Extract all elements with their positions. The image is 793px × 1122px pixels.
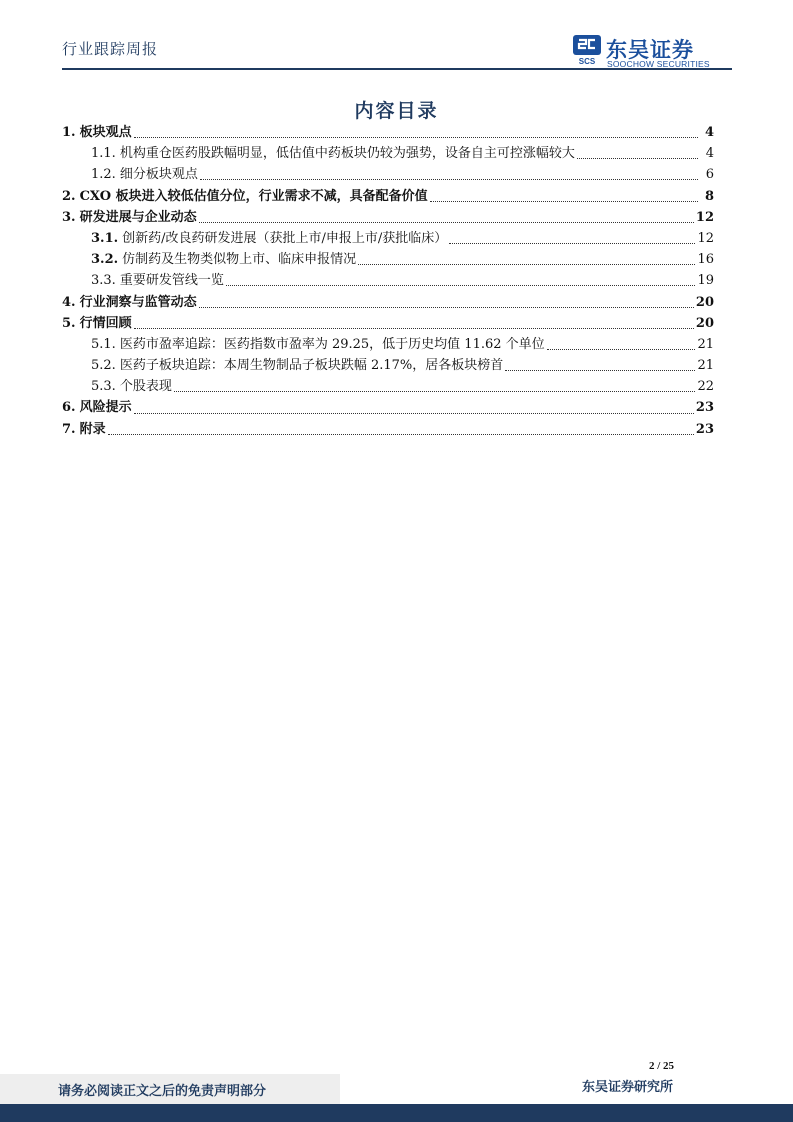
toc-entry[interactable] bbox=[62, 186, 714, 207]
toc-entry-text: 行业洞察与监管动态 bbox=[79, 294, 197, 310]
toc-entry-page: 21 bbox=[697, 336, 714, 352]
toc-entry-page: 20 bbox=[695, 315, 714, 331]
toc-entry-number: 5.3. bbox=[91, 379, 116, 395]
toc-leader-dots bbox=[449, 243, 695, 244]
toc-entry-page: 8 bbox=[704, 188, 714, 204]
toc-leader-dots bbox=[430, 201, 698, 202]
toc-entry-page: 4 bbox=[705, 146, 714, 162]
toc-leader-dots bbox=[226, 285, 696, 286]
toc-leader-dots bbox=[547, 349, 696, 350]
logo-mark-text: SCS bbox=[578, 57, 596, 66]
logo-mark-icon bbox=[572, 34, 602, 66]
toc-entry[interactable] bbox=[62, 228, 714, 249]
logo-chinese-name: 东吴证券 bbox=[606, 38, 694, 62]
logo-english-name: SOOCHOW SECURITIES bbox=[607, 59, 710, 69]
toc-entry[interactable] bbox=[62, 419, 714, 440]
toc-entry-number: 3.1. bbox=[91, 230, 119, 246]
table-of-contents bbox=[62, 122, 714, 440]
toc-title: 内容目录 bbox=[354, 100, 439, 122]
toc-entry-number: 3. bbox=[62, 209, 76, 225]
toc-entry-number: 1. bbox=[62, 125, 76, 140]
toc-leader-dots bbox=[577, 158, 698, 159]
toc-entry-text: 重要研发管线一览 bbox=[119, 273, 224, 289]
toc-leader-dots bbox=[134, 137, 698, 138]
toc-entry-text: 板块观点 bbox=[79, 125, 132, 140]
toc-entry-number: 7. bbox=[62, 421, 76, 437]
footer-bar bbox=[0, 1104, 793, 1122]
toc-entry[interactable] bbox=[62, 143, 714, 164]
toc-entry-text: 行情回顾 bbox=[79, 315, 132, 331]
toc-entry-text: 个股表现 bbox=[119, 379, 172, 395]
toc-entry-number: 1.2. bbox=[91, 167, 116, 183]
toc-leader-dots bbox=[108, 434, 694, 435]
toc-entry-number: 5.2. bbox=[91, 358, 116, 374]
toc-leader-dots bbox=[199, 222, 694, 223]
toc-entry-text: 医药市盈率追踪：医药指数市盈率为 29.25，低于历史均值 11.62 个单位 bbox=[119, 336, 545, 352]
toc-entry[interactable] bbox=[62, 164, 714, 185]
toc-entry-page: 23 bbox=[695, 400, 714, 416]
toc-entry-number: 4. bbox=[62, 294, 76, 310]
toc-leader-dots bbox=[134, 413, 694, 414]
toc-entry-page: 6 bbox=[705, 167, 714, 183]
toc-entry[interactable] bbox=[62, 334, 714, 355]
toc-entry-number: 6. bbox=[62, 400, 76, 416]
toc-entry[interactable] bbox=[62, 376, 714, 397]
toc-entry-page: 16 bbox=[697, 252, 714, 268]
toc-entry[interactable] bbox=[62, 249, 714, 270]
header-divider bbox=[62, 68, 732, 70]
toc-entry[interactable] bbox=[62, 292, 714, 313]
footer-disclaimer: 请务必阅读正文之后的免责声明部分 bbox=[58, 1084, 267, 1099]
toc-leader-dots bbox=[134, 328, 694, 329]
toc-leader-dots bbox=[174, 391, 696, 392]
toc-entry[interactable] bbox=[62, 313, 714, 334]
toc-entry-text: 附录 bbox=[79, 421, 106, 437]
toc-entry[interactable] bbox=[62, 355, 714, 376]
toc-entry-page: 23 bbox=[695, 421, 714, 437]
toc-entry-text: 创新药/改良药研发进展（获批上市/申报上市/获批临床） bbox=[122, 230, 448, 246]
toc-leader-dots bbox=[358, 264, 695, 265]
page-number: 2 / 25 bbox=[649, 1060, 675, 1072]
footer-company-name: 东吴证券研究所 bbox=[582, 1080, 674, 1095]
toc-leader-dots bbox=[505, 370, 695, 371]
toc-entry-page: 22 bbox=[697, 379, 714, 395]
toc-entry-page: 4 bbox=[704, 125, 714, 140]
report-type-label: 行业跟踪周报 bbox=[62, 40, 159, 58]
toc-entry-text: 细分板块观点 bbox=[119, 167, 198, 183]
toc-entry-number: 5. bbox=[62, 315, 76, 331]
toc-entry[interactable] bbox=[62, 207, 714, 228]
toc-entry-number: 5.1. bbox=[91, 336, 116, 352]
toc-entry-page: 21 bbox=[697, 358, 714, 374]
toc-entry-number: 1.1. bbox=[91, 146, 116, 162]
toc-entry-page: 20 bbox=[695, 294, 714, 310]
toc-entry[interactable] bbox=[62, 270, 714, 291]
toc-entry-number: 2. bbox=[62, 188, 76, 204]
company-logo bbox=[572, 34, 732, 70]
toc-entry-page: 19 bbox=[697, 273, 714, 289]
toc-leader-dots bbox=[200, 179, 698, 180]
toc-entry-text: CXO 板块进入较低估值分位，行业需求不减，具备配备价值 bbox=[79, 188, 428, 204]
toc-entry[interactable] bbox=[62, 122, 714, 143]
toc-entry-number: 3.2. bbox=[91, 252, 119, 268]
toc-entry-page: 12 bbox=[695, 209, 714, 225]
toc-entry-number: 3.3. bbox=[91, 273, 116, 289]
toc-entry-page: 12 bbox=[697, 230, 714, 246]
toc-entry-text: 风险提示 bbox=[79, 400, 132, 416]
toc-entry-text: 仿制药及生物类似物上市、临床申报情况 bbox=[122, 252, 357, 268]
toc-leader-dots bbox=[199, 307, 694, 308]
toc-entry-text: 医药子板块追踪：本周生物制品子板块跌幅 2.17%，居各板块榜首 bbox=[119, 358, 504, 374]
toc-entry-text: 研发进展与企业动态 bbox=[79, 209, 197, 225]
toc-entry[interactable] bbox=[62, 397, 714, 418]
toc-entry-text: 机构重仓医药股跌幅明显，低估值中药板块仍较为强势，设备自主可控涨幅较大 bbox=[119, 146, 575, 162]
